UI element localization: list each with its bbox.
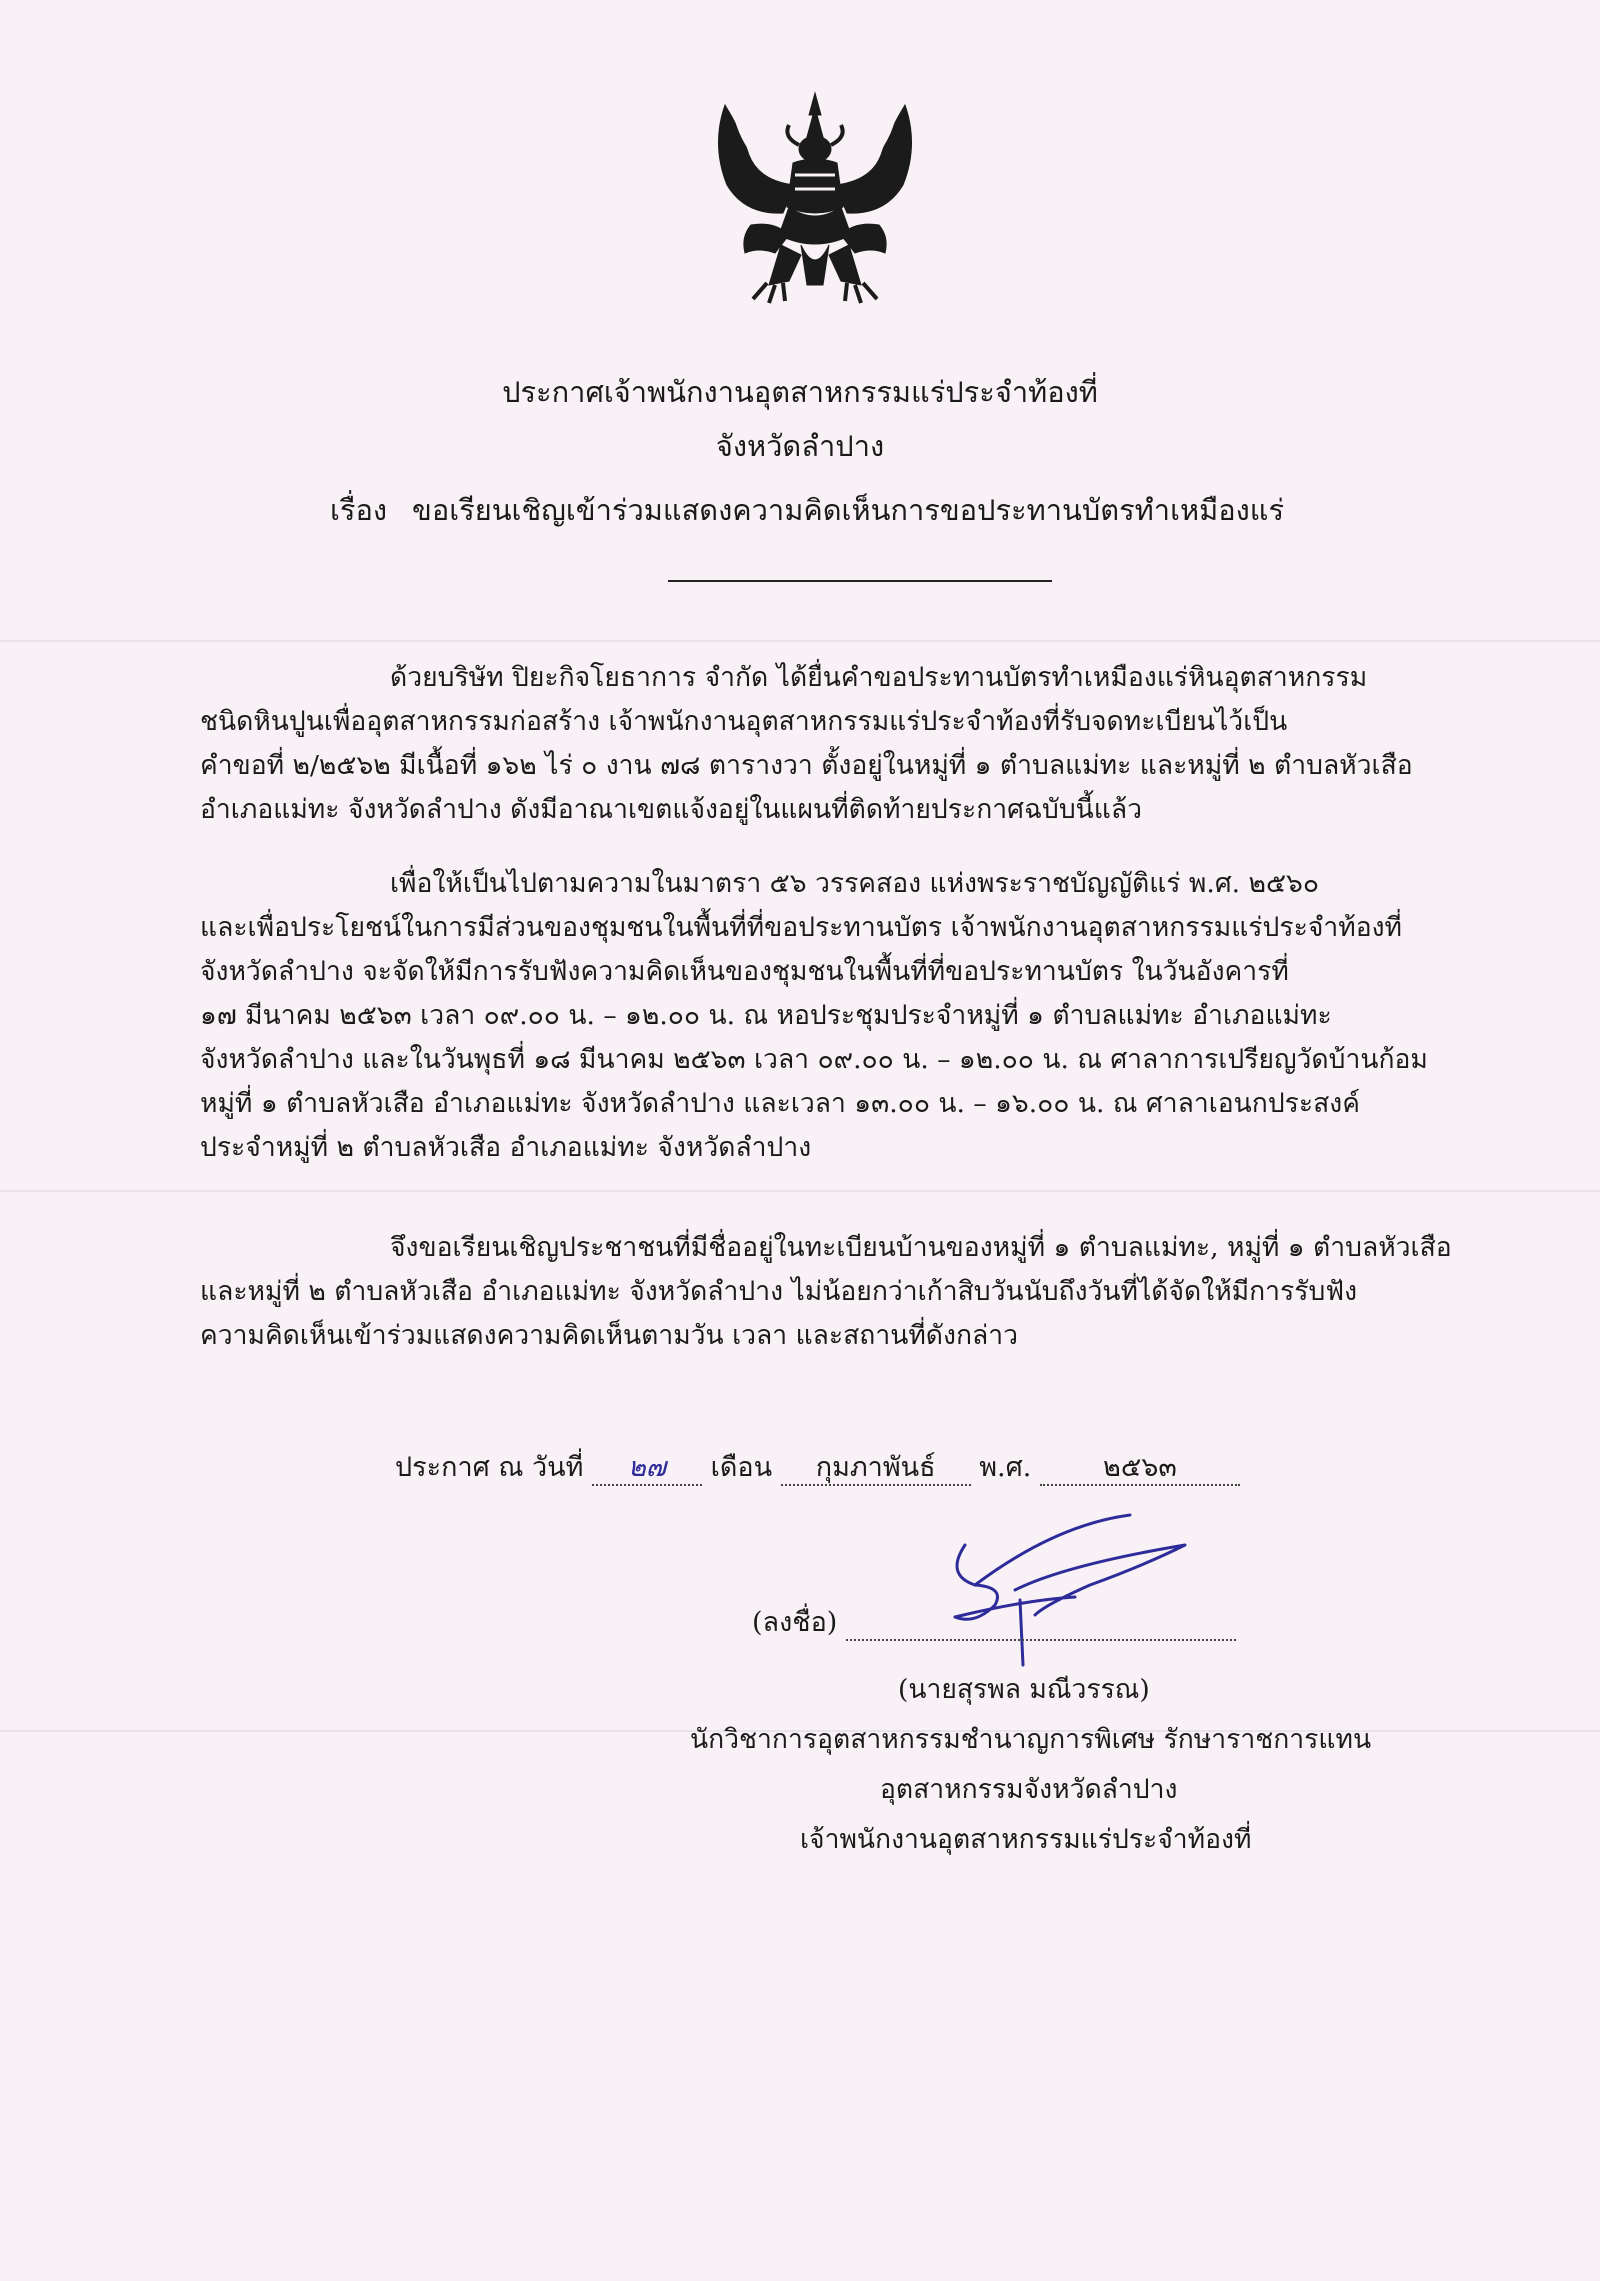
garuda-emblem-icon	[705, 85, 925, 315]
date-month-label: เดือน	[710, 1452, 773, 1483]
date-year-label: พ.ศ.	[979, 1452, 1032, 1483]
paragraph-line: คำขอที่ ๒/๒๕๖๒ มีเนื้อที่ ๑๖๒ ไร่ ๐ งาน ๗๘ ตารางวา ตั้งอยู่ในหมู่ที่ ๑ ตำบลแม่ทะ และหมู่ที่ ๒ ตำบลหัวเสือ	[200, 750, 1413, 781]
paragraph-line: ชนิดหินปูนเพื่ออุตสาหกรรมก่อสร้าง เจ้าพนักงานอุตสาหกรรมแร่ประจำท้องที่รับจดทะเบียนไว้เป็น	[200, 706, 1288, 737]
date-month-field	[781, 1452, 971, 1486]
paragraph-line: จังหวัดลำปาง และในวันพุธที่ ๑๘ มีนาคม ๒๕๖๓ เวลา ๐๙.๐๐ น. – ๑๒.๐๐ น. ณ ศาลาการเปรียญวัดบ้านก้อม	[200, 1044, 1428, 1075]
date-month-value: กุมภาพันธ์	[815, 1452, 936, 1483]
paragraph-line: จึงขอเรียนเชิญประชาชนที่มีชื่ออยู่ในทะเบียนบ้านของหมู่ที่ ๑ ตำบลแม่ทะ, หมู่ที่ ๑ ตำบลหัวเสือ	[390, 1232, 1452, 1263]
paragraph-line: และเพื่อประโยชน์ในการมีส่วนของชุมชนในพื้นที่ที่ขอประทานบัตร เจ้าพนักงานอุตสาหกรรมแร่ประจำท้องที่	[200, 912, 1403, 943]
signer-name: (นายสุรพล มณีวรรณ)	[898, 1674, 1150, 1705]
signer-position: เจ้าพนักงานอุตสาหกรรมแร่ประจำท้องที่	[800, 1824, 1252, 1855]
date-year-field	[1040, 1452, 1240, 1486]
paper-fold-line	[0, 1190, 1600, 1192]
paragraph-line: หมู่ที่ ๑ ตำบลหัวเสือ อำเภอแม่ทะ จังหวัดลำปาง และเวลา ๑๓.๐๐ น. – ๑๖.๐๐ น. ณ ศาลาเอนกประสงค์	[200, 1088, 1360, 1119]
header-divider	[668, 580, 1052, 582]
paragraph-line: ประจำหมู่ที่ ๒ ตำบลหัวเสือ อำเภอแม่ทะ จังหวัดลำปาง	[200, 1132, 812, 1163]
paragraph-line: และหมู่ที่ ๒ ตำบลหัวเสือ อำเภอแม่ทะ จังหวัดลำปาง ไม่น้อยกว่าเก้าสิบวันนับถึงวันที่ได้จัดให้มีการรับฟัง	[200, 1276, 1358, 1307]
province-title: จังหวัดลำปาง	[715, 429, 885, 463]
paper-fold-line	[0, 640, 1600, 642]
paragraph-invitation	[200, 1226, 1460, 1358]
handwritten-signature	[915, 1505, 1225, 1675]
announcement-date	[395, 1445, 1240, 1488]
paragraph-hearing-schedule	[200, 862, 1460, 1170]
date-year-value: ๒๕๖๓	[1103, 1452, 1177, 1483]
subject-line	[330, 487, 1284, 533]
paragraph-application	[200, 656, 1460, 832]
signer-position: นักวิชาการอุตสาหกรรมชำนาญการพิเศษ รักษาราชการแทน	[690, 1724, 1372, 1755]
paragraph-line: ความคิดเห็นเข้าร่วมแสดงความคิดเห็นตามวัน เวลา และสถานที่ดังกล่าว	[200, 1320, 1018, 1351]
date-day-field	[592, 1452, 702, 1486]
paragraph-line: ๑๗ มีนาคม ๒๕๖๓ เวลา ๐๙.๐๐ น. – ๑๒.๐๐ น. ณ หอประชุมประจำหมู่ที่ ๑ ตำบลแม่ทะ อำเภอแม่ทะ	[200, 1000, 1332, 1031]
signature-label: (ลงชื่อ)	[752, 1607, 838, 1638]
paragraph-line: อำเภอแม่ทะ จังหวัดลำปาง ดังมีอาณาเขตแจ้งอยู่ในแผนที่ติดท้ายประกาศฉบับนี้แล้ว	[200, 794, 1142, 825]
date-day-value: ๒๗	[627, 1452, 667, 1483]
signature-line	[752, 1600, 1236, 1643]
signature-field	[846, 1607, 1236, 1641]
date-prefix: ประกาศ ณ วันที่	[395, 1452, 584, 1483]
paragraph-line: เพื่อให้เป็นไปตามความในมาตรา ๕๖ วรรคสอง แห่งพระราชบัญญัติแร่ พ.ศ. ๒๕๖๐	[390, 868, 1320, 899]
subject-text: ขอเรียนเชิญเข้าร่วมแสดงความคิดเห็นการขอประทานบัตรทำเหมืองแร่	[412, 493, 1285, 527]
paragraph-line: จังหวัดลำปาง จะจัดให้มีการรับฟังความคิดเห็นของชุมชนในพื้นที่ที่ขอประทานบัตร ในวันอังคารที่	[200, 956, 1289, 987]
paragraph-line: ด้วยบริษัท ปิยะกิจโยธาการ จำกัด ได้ยื่นคำขอประทานบัตรทำเหมืองแร่หินอุตสาหกรรม	[390, 662, 1368, 693]
signer-position: อุตสาหกรรมจังหวัดลำปาง	[880, 1774, 1178, 1805]
announcement-issuer-title: ประกาศเจ้าพนักงานอุตสาหกรรมแร่ประจำท้องที่	[502, 375, 1098, 409]
subject-label: เรื่อง	[330, 493, 388, 527]
